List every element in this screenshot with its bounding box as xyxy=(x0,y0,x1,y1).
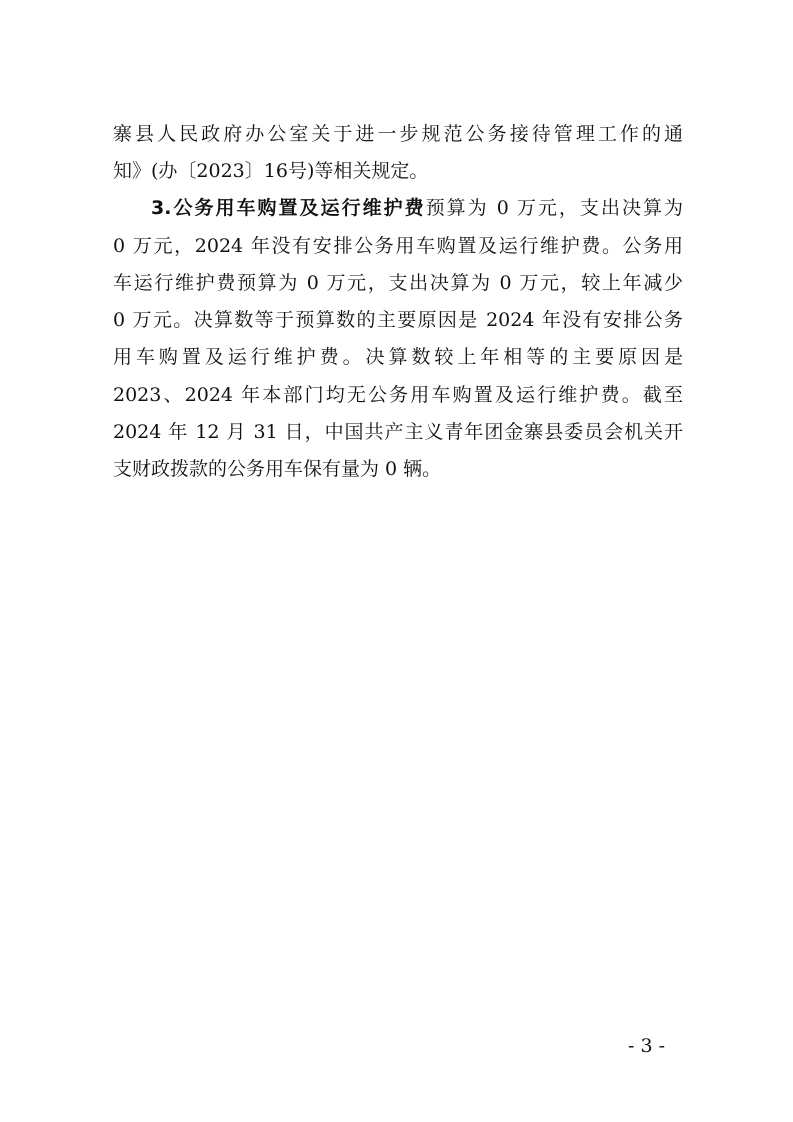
text-line: 寨县人民政府办公室关于进一步规范公务接待管理工作的通 xyxy=(113,123,683,145)
text-line xyxy=(151,196,683,220)
page-number: - 3 - xyxy=(628,1035,666,1057)
text-line: 知》(办〔2023〕16号)等相关规定。 xyxy=(113,160,429,182)
text-line: 0 万元。决算数等于预算数的主要原因是 2024 年没有安排公务 xyxy=(113,309,683,331)
text-line: 用车购置及运行维护费。决算数较上年相等的主要原因是 xyxy=(113,346,683,368)
section-heading: 3.公务用车购置及运行维护费 xyxy=(151,197,426,219)
text-line: 车运行维护费预算为 0 万元，支出决算为 0 万元，较上年减少 xyxy=(113,272,683,294)
text-line: 支财政拨款的公务用车保有量为 0 辆。 xyxy=(113,458,442,480)
text-line: 0 万元，2024 年没有安排公务用车购置及运行维护费。公务用 xyxy=(113,235,683,257)
text-line: 2023、2024 年本部门均无公务用车购置及运行维护费。截至 xyxy=(113,384,683,406)
text-span: 预算为 0 万元，支出决算为 xyxy=(425,197,683,219)
text-line: 2024 年 12 月 31 日，中国共产主义青年团金寨县委员会机关开 xyxy=(113,421,683,443)
